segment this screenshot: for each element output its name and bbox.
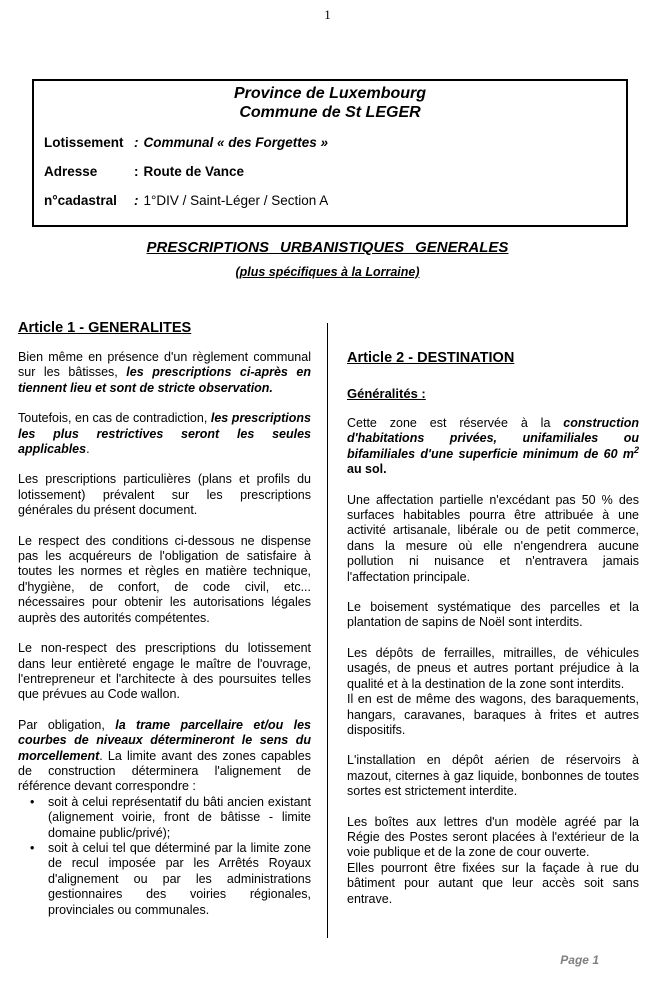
page-footer: Page 1 <box>560 953 599 967</box>
alignment-bullet-list <box>18 795 311 918</box>
title-block <box>0 239 655 279</box>
article2-paragraph-6b: Elles pourront être fixées sur la façade à rue du bâtiment pour autant que leur accès soit sans entrave. <box>347 860 639 906</box>
header-box <box>32 79 628 227</box>
field-separator: : <box>134 164 139 179</box>
field-label-adresse: Adresse <box>44 164 98 179</box>
list-item <box>18 795 311 841</box>
field-value-cadastral: 1°DIV / Saint-Léger / Section A <box>143 193 329 208</box>
text-run: Toutefois, en cas de contradiction, <box>18 411 211 426</box>
commune-title: Commune de St LEGER <box>239 104 421 121</box>
field-value-adresse: Route de Vance <box>143 164 245 179</box>
article1-paragraph-2 <box>18 411 311 457</box>
article1-paragraph-6 <box>18 718 311 795</box>
article2-paragraph-4a: Les dépôts de ferrailles, mitrailles, de véhicules usagés, de pneus et autres portant préjudice à la qualité et à la destination de la zone sont interdits. <box>347 645 639 691</box>
list-item <box>18 841 311 918</box>
article2-paragraph-5: L'installation en dépôt aérien de réservoirs à mazout, citernes à gaz liquide, bonbonnes de toutes sortes est strictement interdite. <box>347 753 639 799</box>
text-run-emphasis: les prescriptions les plus restrictives seront les seules applicables <box>18 411 311 457</box>
bullet-text: soit à celui représentatif du bâti ancien existant (alignement voirie, front de bâtisse - limite domaine public/privé); <box>48 794 311 840</box>
text-run: . <box>86 442 90 457</box>
article1-paragraph-4: Le respect des conditions ci-dessous ne dispense pas les acquéreurs de l'obligation de satisfaire à toutes les normes et règles en matière technique, d'hygiène, de confort, de code civil, etc... nécessaires pour obtenir les autorisations légales auprès des autorités compétentes. <box>18 533 311 625</box>
article2-paragraph-1 <box>347 416 639 478</box>
field-separator: : <box>134 193 139 208</box>
article2-paragraph-2: Une affectation partielle n'excédant pas 50 % des surfaces habitables pourra être attribuée à une activité artisanale, libérale ou de petit commerce, dans la mesure où elle n'engendrera aucune pollution ni nuisance et n'entravera jamais l'affectation principale. <box>347 492 639 584</box>
document-title: PRESCRIPTIONS URBANISTIQUES GENERALES <box>146 239 509 256</box>
field-row-lotissement <box>44 135 616 151</box>
province-title: Province de Luxembourg <box>233 85 427 102</box>
article2-paragraph-3: Le boisement systématique des parcelles et la plantation de sapins de Noël sont interdits. <box>347 600 639 630</box>
article1-heading: Article 1 - GENERALITES <box>18 320 192 336</box>
text-run-bold: au sol. <box>347 462 387 477</box>
text-run: Par obligation, <box>18 717 116 732</box>
field-label-lotissement: Lotissement <box>44 135 124 150</box>
superscript-2: 2 <box>633 444 639 455</box>
page-number-top: 1 <box>324 7 331 22</box>
article2-paragraph-6a: Les boîtes aux lettres d'un modèle agréé par la Régie des Postes seront placées à l'extérieur de la voie publique et de la zone de cour ouverte. <box>347 814 639 860</box>
text-run-emphasis: les prescriptions ci-après en tiennent lieu et sont de stricte observation. <box>18 365 312 395</box>
bullet-icon: • <box>30 840 35 855</box>
article1-paragraph-5: Le non-respect des prescriptions du lotissement dans leur entièreté engage le maître de l'ouvrage, l'entrepreneur et l'architecte à des poursuites telles que prévues au Code wallon. <box>18 641 311 702</box>
field-separator: : <box>134 135 139 150</box>
field-row-adresse <box>44 164 616 180</box>
document-subtitle: (plus spécifiques à la Lorraine) <box>235 265 420 279</box>
article1-paragraph-3: Les prescriptions particulières (plans et profils du lotissement) prévalent sur les prescriptions générales du présent document. <box>18 472 311 518</box>
text-run: Cette zone est réservée à la <box>347 416 564 430</box>
bullet-text: soit à celui tel que déterminé par la limite zone de recul imposée par les Arrêtés Royaux d'alignement ou par les administrations gestionnaires des voiries régionales, provinciales ou communales. <box>48 840 311 917</box>
text-run: . La limite avant des zones capables de construction déterminera l'alignement de référence devant correspondre : <box>18 748 311 794</box>
article1-paragraph-1 <box>18 350 311 396</box>
article2-subheading: Généralités : <box>347 386 426 401</box>
article2-paragraph-4b: Il en est de même des wagons, des baraquements, hangars, caravanes, baraques à frites et autres dispositifs. <box>347 692 639 737</box>
bullet-icon: • <box>30 794 35 809</box>
text-run-emphasis: construction d'habitations privées, unifamiliales ou bifamiliales d'une superficie minimum de 60 m <box>347 416 639 461</box>
column-divider <box>327 323 328 938</box>
field-value-lotissement: Communal « des Forgettes » <box>143 135 329 150</box>
text-run: Bien même en présence d'un règlement communal sur les bâtisses, <box>18 350 311 380</box>
article2-heading: Article 2 - DESTINATION <box>347 350 515 366</box>
field-row-cadastral <box>44 193 616 209</box>
field-label-cadastral: n°cadastral <box>44 193 117 208</box>
article1-section <box>18 320 311 918</box>
text-run-emphasis: la trame parcellaire et/ou les courbes de niveaux détermineront le sens du morcellement <box>18 717 312 763</box>
article2-section <box>347 350 639 922</box>
